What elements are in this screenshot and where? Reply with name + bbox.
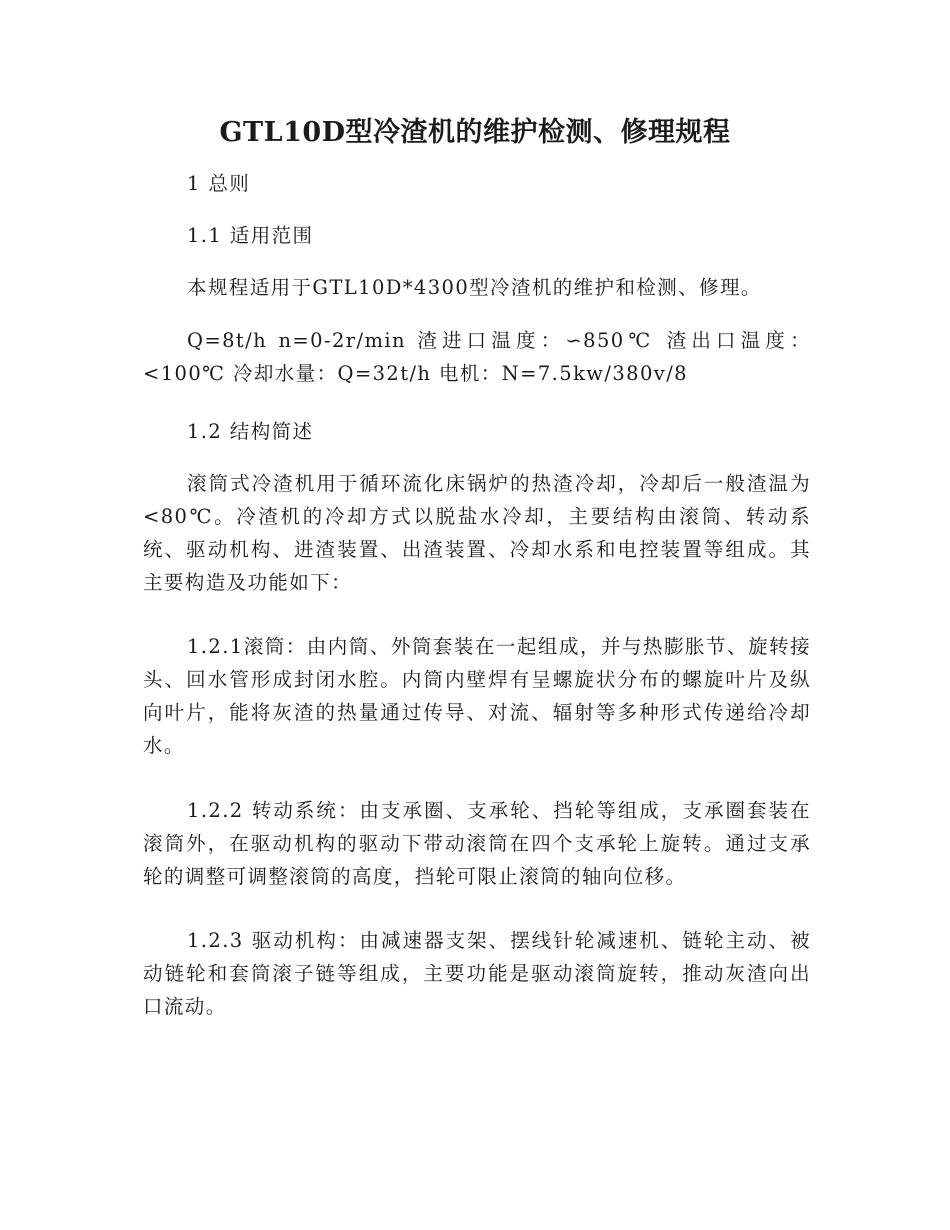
heading-scope: 1.1 适用范围: [187, 224, 314, 247]
heading-general: 1 总则: [187, 172, 251, 195]
document-title: GTL10D型冷渣机的维护检测、修理规程: [219, 117, 731, 148]
paragraph-drum: 1.2.1滚筒：由内筒、外筒套装在一起组成，并与热膨胀节、旋转接头、回水管形成封闭水腔。内筒内壁焊有呈螺旋状分布的螺旋叶片及纵向叶片，能将灰渣的热量通过传导、对流、辐射等多种形式传递给冷却水。: [143, 635, 811, 757]
paragraph-scope: 本规程适用于GTL10D*4300型冷渣机的维护和检测、修理。: [187, 276, 762, 299]
paragraph-rotating-system: 1.2.2 转动系统：由支承圈、支承轮、挡轮等组成，支承圈套装在滚筒外，在驱动机构的驱动下带动滚筒在四个支承轮上旋转。通过支承轮的调整可调整滚筒的高度，挡轮可限止滚筒的轴向位移。: [143, 799, 811, 888]
heading-structure: 1.2 结构简述: [187, 420, 314, 443]
paragraph-structure-overview: 滚筒式冷渣机用于循环流化床锅炉的热渣冷却，冷却后一般渣温为<80℃。冷渣机的冷却方式以脱盐水冷却，主要结构由滚筒、转动系统、驱动机构、进渣装置、出渣装置、冷却水系和电控装置等组成。其主要构造及功能如下：: [143, 472, 811, 594]
paragraph-drive-mechanism: 1.2.3 驱动机构：由减速器支架、摆线针轮减速机、链轮主动、被动链轮和套筒滚子链等组成，主要功能是驱动滚筒旋转，推动灰渣向出口流动。: [143, 929, 811, 1018]
paragraph-parameters: Q=8t/h n=0-2r/min 渣进口温度：∽850℃ 渣出口温度：<100℃ 冷却水量：Q=32t/h 电机：N=7.5kw/380v/8: [143, 329, 811, 385]
